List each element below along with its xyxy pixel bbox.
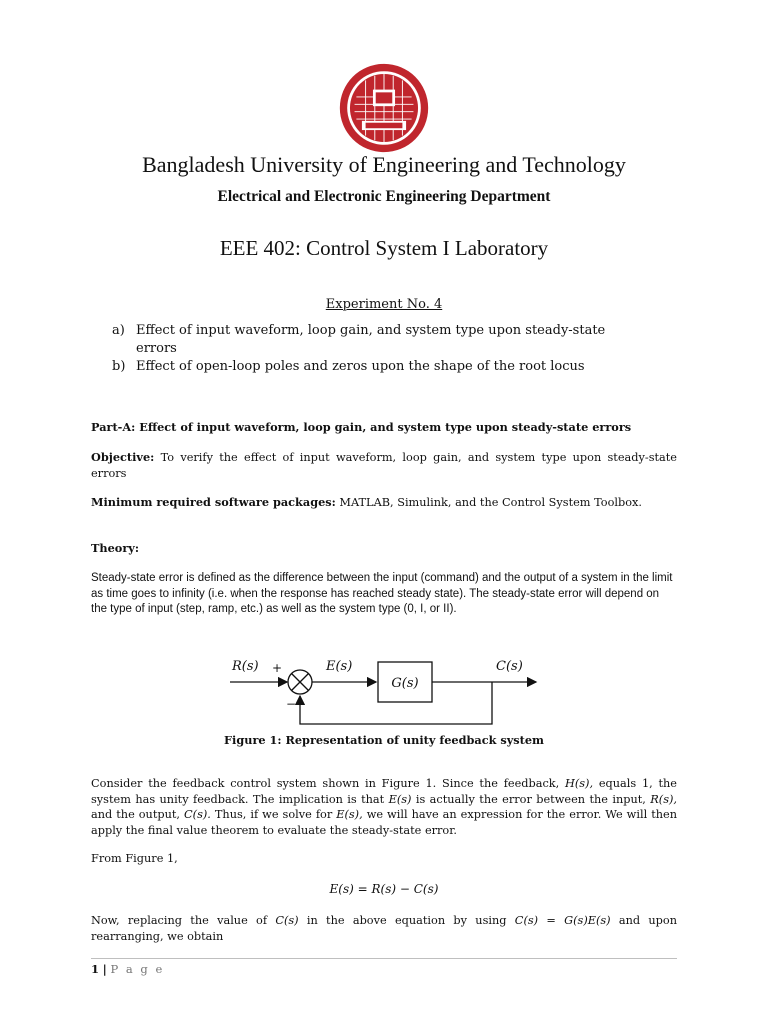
experiment-number: Experiment No. 4	[325, 297, 443, 312]
part-a-heading: Part-A: Effect of input waveform, loop gain, and system type upon steady-state errors	[91, 420, 632, 434]
page-number: 1	[91, 962, 100, 976]
university-logo	[338, 62, 430, 154]
error-equation: E(s) = R(s) − C(s)	[329, 882, 439, 896]
page-footer	[91, 962, 164, 976]
objective-body: To verify the effect of input waveform, loop gain, and system type upon steady-state errors	[91, 451, 677, 480]
objective-text: Effect of open-loop poles and zeros upon the shape of the root locus	[136, 359, 585, 374]
software-body: MATLAB, Simulink, and the Control System Toolbox.	[335, 496, 642, 509]
objective-text: Effect of input waveform, loop gain, and system type upon steady-state errors	[136, 323, 606, 356]
summing-minus-sign: −	[286, 697, 297, 711]
objective-item	[92, 358, 612, 376]
plant-block-label: G(s)	[391, 676, 419, 691]
page-word: P a g e	[110, 962, 165, 976]
from-figure-text: From Figure 1,	[91, 852, 178, 865]
course-title: EEE 402: Control System I Laboratory	[219, 236, 549, 260]
objective-paragraph	[91, 450, 677, 481]
objective-label: b)	[112, 359, 126, 374]
footer-divider	[91, 958, 677, 959]
summing-plus-sign: +	[272, 661, 283, 675]
feedback-paragraph: Consider the feedback control system shown in Figure 1. Since the feedback, H(s), equals 1, the system has unity feedback. The implication is that E(s) is actually the error between the input, R(s), and the output, C(s). Thus, if we solve for E(s), we will have an expression for the error. We will then apply the final value theorem to evaluate the steady-state error.	[91, 777, 677, 837]
unity-feedback-diagram	[230, 652, 550, 732]
objective-item	[92, 322, 612, 357]
figure-caption: Figure 1: Representation of unity feedback system	[224, 733, 544, 747]
software-label: Minimum required software packages:	[91, 495, 336, 509]
theory-paragraph: Steady-state error is defined as the difference between the input (command) and the output of a system in the limit as time goes to infinity (i.e. when the response has reached steady state). The steady-state error will depend on the type of input (step, ramp, etc.) as well as the system type (0, I, or II).	[91, 572, 673, 615]
objective-label: a)	[112, 323, 125, 338]
input-label: R(s)	[232, 659, 259, 674]
department-name: Electrical and Electronic Engineering Department	[217, 188, 551, 205]
theory-heading: Theory:	[91, 541, 140, 555]
objective-label: Objective:	[91, 450, 155, 464]
rearrange-paragraph: Now, replacing the value of C(s) in the above equation by using C(s) = G(s)E(s) and upon rearranging, we obtain	[91, 914, 677, 943]
experiment-objectives	[92, 322, 612, 376]
summing-junction	[288, 670, 312, 694]
software-paragraph	[91, 495, 677, 511]
footer-separator: |	[102, 962, 107, 976]
output-label: C(s)	[496, 659, 523, 674]
university-name: Bangladesh University of Engineering and Technology	[142, 152, 626, 177]
error-label: E(s)	[326, 659, 353, 674]
